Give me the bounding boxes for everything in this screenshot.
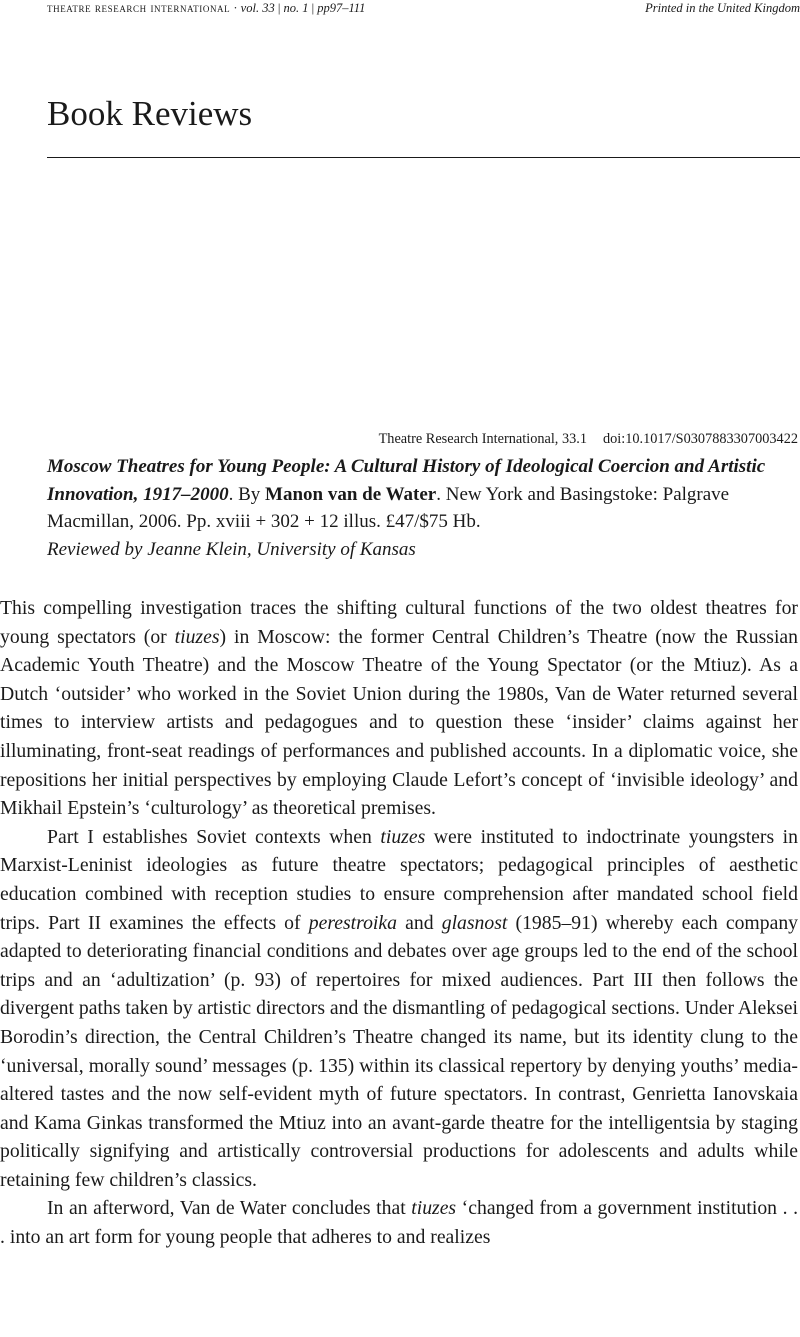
paragraph-1: [0, 594, 798, 823]
reviewer-line: Reviewed by Jeanne Klein, University of Kansas: [47, 538, 416, 560]
text-run: were instituted to indoctrinate youngsters in Marxist-Leninist ideologies as future theatre spectators; pedagogical principles of aesthetic education combined with reception studies to ensure comprehension after mandated school field trips. Part II examines the effects of: [0, 825, 798, 934]
text-run: ) in Moscow: the former Central Children’s Theatre (now the Russian Academic Youth Theatre) and the Moscow Theatre of the Young Spectator (or the Mtiuz). As a Dutch ‘outsider’ who worked in the Soviet Union during the 1980s, Van de Water returned several times to interview artists and pedagogues and to question these ‘insider’ claims against her illuminating, front-seat readings of performances and published accounts. In a diplomatic voice, she repositions her initial perspectives by employing Claude Lefort’s concept of ‘invisible ideology’ and Mikhail Epstein’s ‘culturology’ as theoretical premises.: [0, 625, 798, 820]
emphasis: tiuzes: [411, 1197, 457, 1220]
text-run: and: [396, 911, 442, 934]
text-run: ‘changed from a government institution . . . into an art form for young people that adheres to and realizes: [0, 1197, 799, 1249]
journal-name: theatre research international: [47, 1, 231, 15]
text-run: This compelling investigation traces the shifting cultural functions of the two oldest theatres for young spectators (or: [0, 597, 798, 648]
volume: vol. 33: [240, 1, 275, 15]
book-information: [47, 453, 799, 563]
paragraph-3: [0, 1194, 798, 1251]
by-text: . By: [228, 483, 266, 505]
section-title: Book Reviews: [47, 94, 253, 133]
doi: doi:10.1017/S0307883307003422: [602, 431, 798, 447]
page-range: pp97–111: [317, 1, 366, 15]
emphasis: tiuzes: [174, 625, 220, 648]
book-details: [47, 453, 799, 536]
journal-reference: Theatre Research International, 33.1: [378, 431, 587, 447]
separator: ·: [230, 1, 241, 15]
text-run: Part I establishes Soviet contexts when: [47, 825, 381, 848]
running-head-left: [47, 0, 365, 16]
issue: no. 1: [283, 1, 309, 15]
book-author: Manon van de Water: [265, 483, 437, 505]
citation: [379, 430, 798, 448]
emphasis: tiuzes: [380, 825, 426, 848]
emphasis: glasnost: [441, 911, 508, 934]
publication-details: . New York and Basingstoke: Palgrave Macmillan, 2006. Pp. xviii + 302 + 12 illus. £47/$75 Hb.: [47, 483, 730, 532]
paragraph-2: [0, 823, 798, 1195]
title-rule: [47, 157, 800, 158]
printed-note: Printed in the United Kingdom: [645, 1, 800, 15]
emphasis: perestroika: [308, 911, 397, 934]
book-title: Moscow Theatres for Young People: A Cultural History of Ideological Coercion and Artistic Innovation, 1917–2000: [47, 456, 766, 505]
text-run: (1985–91) whereby each company adapted to deteriorating financial conditions and debates over age groups led to the end of the school trips and an ‘adultization’ (p. 93) of repertoires for mixed audiences. Part III then follows the divergent paths taken by artistic directors and the dismantling of pedagogical sections. Under Aleksei Borodin’s direction, the Central Children’s Theatre changed its name, but its identity clung to the ‘universal, morally sound’ messages (p. 135) within its classical repertory by denying youths’ media-altered tastes and the now self-evident myth of future spectators. In contrast, Genrietta Ianovskaia and Kama Ginkas transformed the Mtiuz into an avant-garde theatre for the intelligentsia by staging politically signifying and artistically controversial productions for adolescents and adults while retaining few children’s classics.: [0, 911, 799, 1191]
running-head: [47, 0, 800, 16]
separator: |: [308, 1, 318, 15]
separator: |: [274, 1, 284, 15]
text-run: In an afterword, Van de Water concludes that: [47, 1197, 412, 1220]
review-body: [0, 594, 798, 1252]
